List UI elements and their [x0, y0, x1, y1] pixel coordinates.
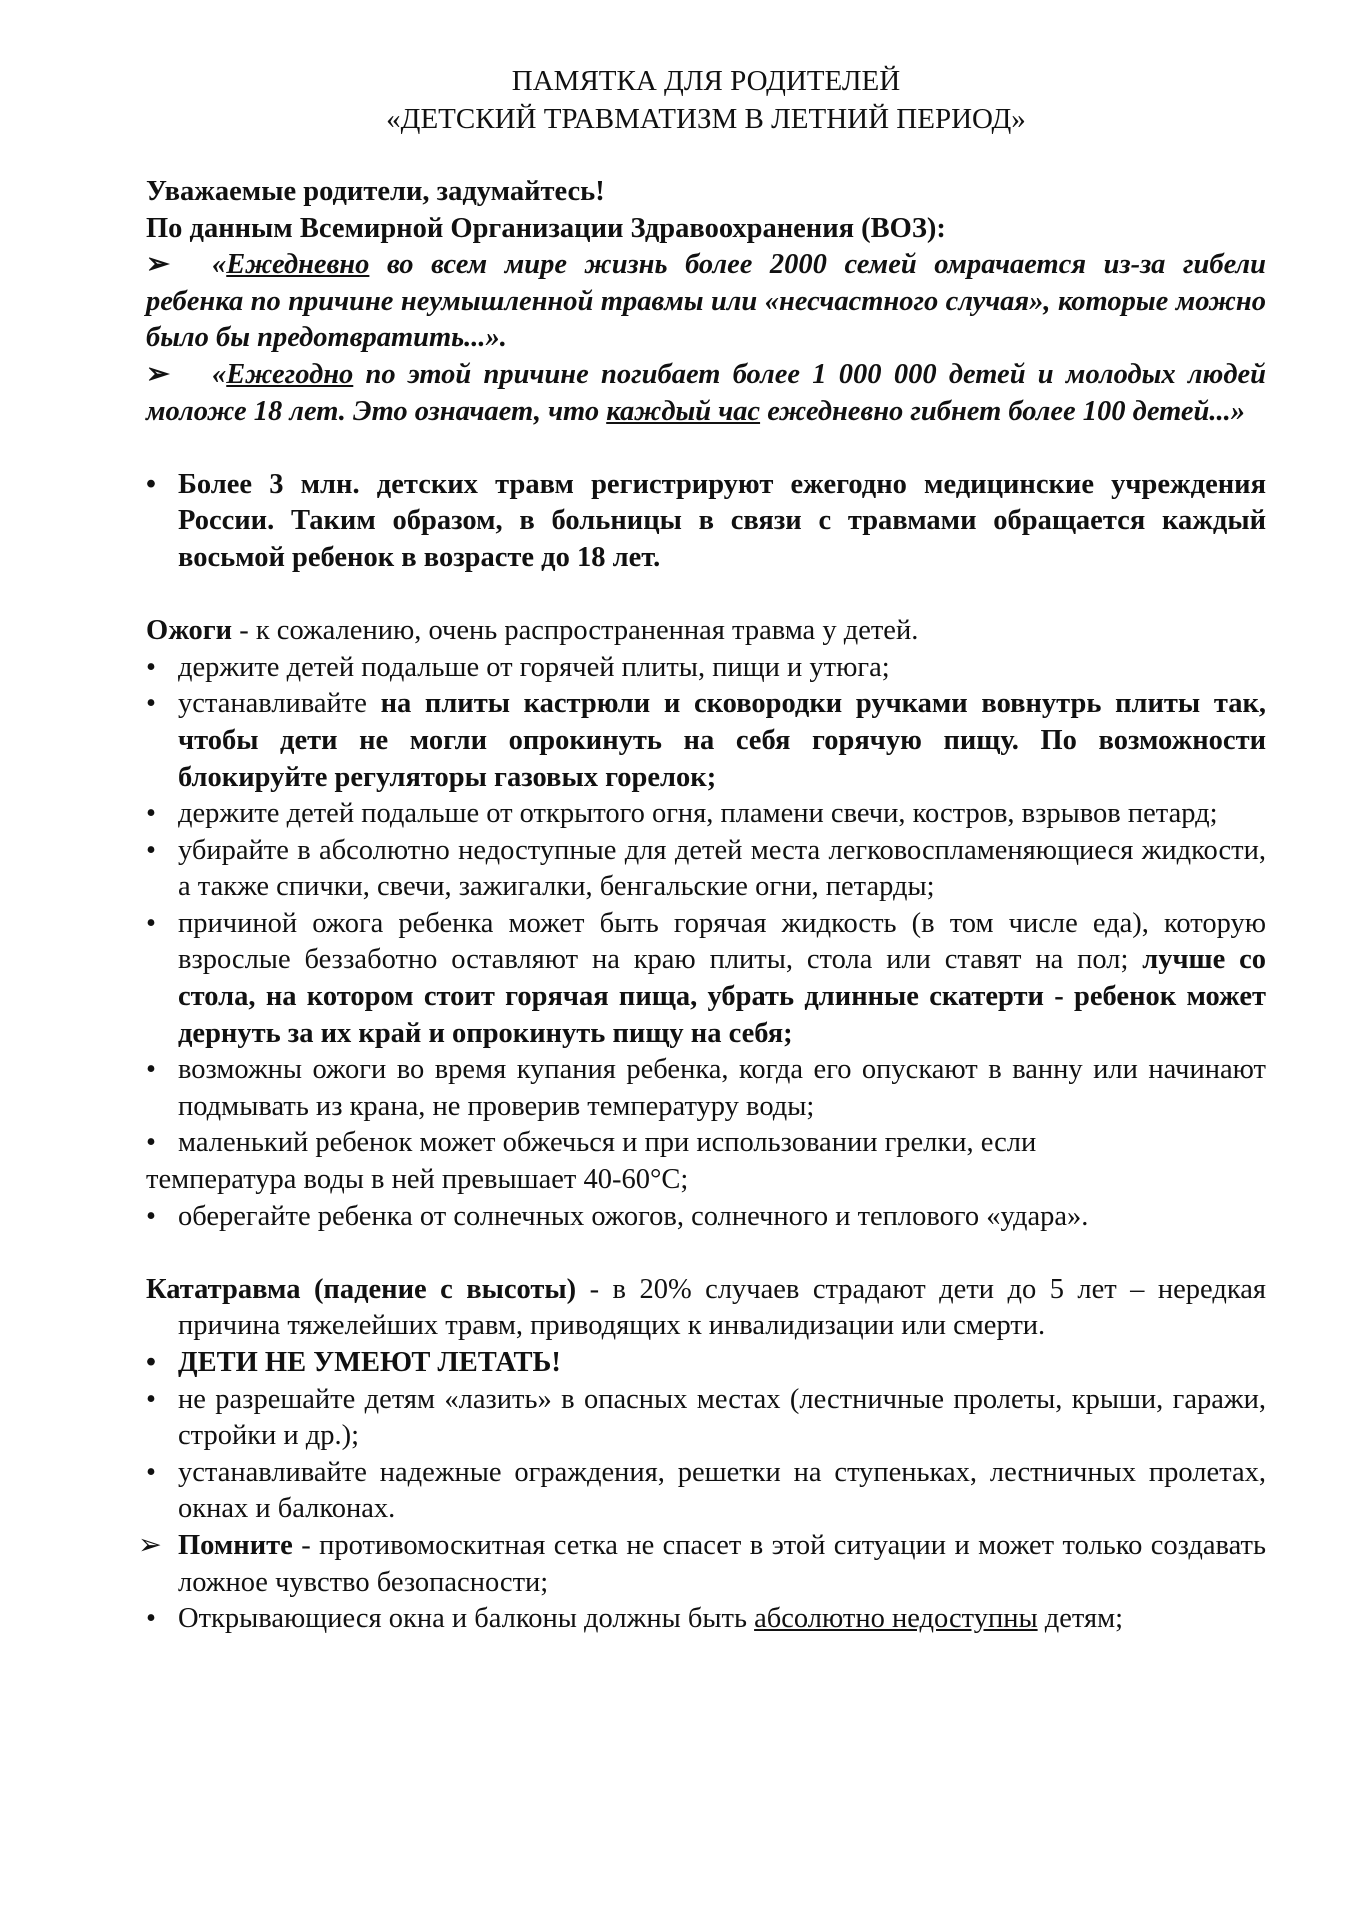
bullet-icon: • [146, 1347, 156, 1378]
burns-item: • устанавливайте на плиты кастрюли и сковородки ручками вовнутрь плиты так, чтобы дети не могли опрокинуть на себя горячую пищу. По возможности блокируйте регуляторы газовых горелок; [146, 688, 1266, 793]
bullet-icon: • [146, 651, 156, 683]
arrow-marker-icon: ➢ [138, 1529, 162, 1561]
bullet-icon: • [146, 1603, 156, 1635]
quote-daily-underlined: Ежедневно [226, 249, 370, 281]
arrow-marker-icon: ➢ [146, 249, 170, 281]
bullet-icon: • [146, 468, 156, 500]
bullet-icon: • [146, 688, 156, 720]
burns-title: Ожоги [146, 615, 233, 647]
burns-item: • возможны ожоги во время купания ребенка, когда его опускают в ванну или начинают подмывать из крана, не проверив температуру воды; [146, 1054, 1266, 1122]
bullet-icon: • [146, 1383, 156, 1415]
falls-item: • Открывающиеся окна и балконы должны быть абсолютно недоступны детям; [146, 1601, 1266, 1638]
burns-item: • маленький ребенок может обжечься и при использовании грелки, если [146, 1125, 1266, 1162]
arrow-marker-icon: ➢ [146, 358, 170, 390]
who-source: По данным Всемирной Организации Здравоохранения (ВОЗ): [146, 212, 946, 244]
bullet-icon: • [146, 798, 156, 830]
quote-every-hour: каждый час [606, 395, 761, 427]
title-line-1: ПАМЯТКА ДЛЯ РОДИТЕЛЕЙ [511, 65, 901, 97]
falls-item: • не разрешайте детям «лазить» в опасных местах (лестничные пролеты, крыши, гаражи, стройки и др.); [146, 1383, 1266, 1452]
bullet-icon: • [146, 907, 156, 939]
burns-item-continuation: температура воды в ней превышает 40-60°С; [146, 1164, 689, 1196]
falls-item: ➢ Помните - противомоскитная сетка не спасет в этой ситуации и может только создавать ложное чувство безопасности; [138, 1529, 1266, 1598]
bullet-icon: • [146, 834, 156, 866]
burns-item: • убирайте в абсолютно недоступные для детей места легковоспламеняющиеся жидкости, а также спички, свечи, зажигалки, бенгальские огни, петарды; [146, 834, 1266, 903]
burns-item: • оберегайте ребенка от солнечных ожогов, солнечного и теплового «удара». [146, 1199, 1266, 1236]
bullet-icon: • [146, 1127, 156, 1159]
burns-item: • держите детей подальше от горячей плиты, пищи и утюга; [146, 650, 1266, 687]
falls-item: • ДЕТИ НЕ УМЕЮТ ЛЕТАТЬ! [146, 1345, 1266, 1382]
quote-yearly-underlined: Ежегодно [226, 358, 354, 390]
falls-item: • устанавливайте надежные ограждения, решетки на ступеньках, лестничных пролетах, окнах и балконах. [146, 1456, 1266, 1525]
bullet-icon: • [146, 1054, 156, 1086]
title-line-2: «ДЕТСКИЙ ТРАВМАТИЗМ В ЛЕТНИЙ ПЕРИОД» [386, 103, 1026, 135]
quote-daily: ➢ «Ежедневно во всем мире жизнь более 2000 семей омрачается из-за гибели ребенка по причине неумышленной травмы или «несчастного случая», которые можно было бы предотвратить...». [146, 249, 1266, 354]
burns-heading: Ожоги - к сожалению, очень распространенная травма у детей. [146, 615, 919, 647]
falls-title: Кататравма (падение с высоты) [146, 1273, 577, 1305]
falls-heading: Кататравма (падение с высоты) - в 20% случаев страдают дети до 5 лет – нередкая причина тяжелейших травм, приводящих к инвалидизации или смерти. [146, 1273, 1266, 1342]
bullet-icon: • [146, 1456, 156, 1488]
quote-yearly: ➢ «Ежегодно по этой причине погибает более 1 000 000 детей и молодых людей моложе 18 лет. Это означает, что каждый час ежедневно гибнет более 100 детей...» [146, 358, 1266, 427]
burns-item: • причиной ожога ребенка может быть горячая жидкость (в том числе еда), которую взрослые беззаботно оставляют на краю плиты, стола или ставят на пол; лучше со стола, на котором стоит горячая пища, убрать длинные скатерти - ребенок может дернуть за их край и опрокинуть пищу на себя; [146, 907, 1266, 1049]
greeting: Уважаемые родители, задумайтесь! [146, 176, 605, 207]
burns-item: • держите детей подальше от открытого огня, пламени свечи, костров, взрывов петард; [146, 796, 1266, 833]
document-title [146, 62, 1266, 138]
stat-item: • Более 3 млн. детских травм регистрируют ежегодно медицинские учреждения России. Таким образом, в больницы в связи с травмами обращается каждый восьмой ребенок в возрасте до 18 лет. [146, 468, 1266, 573]
bullet-icon: • [146, 1200, 156, 1232]
